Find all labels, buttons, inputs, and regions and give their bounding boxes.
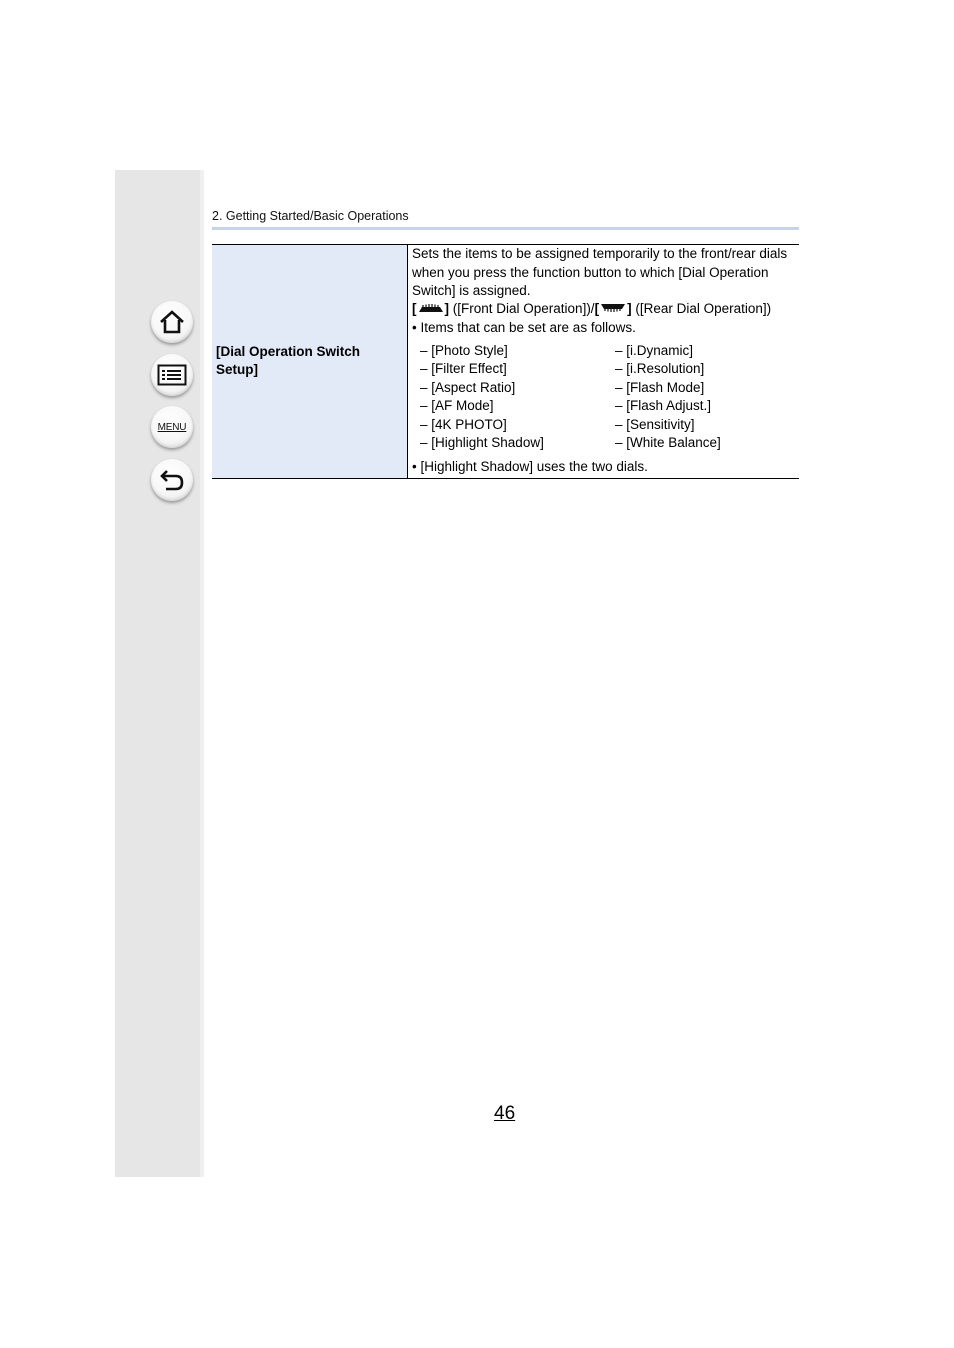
items-list-right (615, 342, 721, 452)
list-item: – [Aspect Ratio] (420, 379, 516, 395)
setting-description: Sets the items to be assigned temporarily to the front/rear dials when you press the function button to which [Dial Operation Switch] is assigned. (412, 246, 788, 298)
front-dial-text: ([Front Dial Operation])/ (452, 301, 595, 316)
setting-name: [Dial Operation Switch Setup] (216, 344, 361, 377)
highlight-shadow-note: • [Highlight Shadow] uses the two dials. (412, 459, 648, 474)
settings-table (212, 244, 799, 479)
close-bracket: ] (444, 301, 449, 316)
open-bracket-rear: [ (594, 301, 600, 316)
list-item: – [Photo Style] (420, 343, 508, 358)
list-item: – [Flash Mode] (615, 379, 705, 395)
open-bracket: [ (412, 301, 417, 316)
list-item: – [i.Resolution] (615, 361, 705, 377)
menu-button[interactable] (151, 406, 193, 448)
header-divider (212, 227, 799, 230)
list-item: – [White Balance] (615, 434, 721, 450)
back-icon (158, 467, 186, 493)
rear-dial-text: ([Rear Dial Operation]) (635, 301, 772, 316)
items-list-left (420, 342, 544, 452)
home-button[interactable] (151, 301, 193, 343)
list-item: – [Filter Effect] (420, 361, 507, 377)
list-item: – [Sensitivity] (615, 416, 695, 432)
list-item: – [AF Mode] (420, 398, 494, 414)
contents-list-icon (157, 364, 187, 386)
list-item: – [4K PHOTO] (420, 416, 507, 432)
page-number: 46 (494, 1103, 516, 1124)
back-button[interactable] (151, 459, 193, 501)
list-item: – [Flash Adjust.] (615, 398, 712, 414)
front-dial-icon (418, 300, 444, 319)
sidebar-edge (200, 170, 204, 1177)
list-item: – [i.Dynamic] (615, 343, 694, 358)
home-icon (158, 308, 186, 336)
rear-dial-icon (600, 300, 626, 319)
dial-operation-line (412, 300, 771, 319)
contents-button[interactable] (151, 354, 193, 396)
settable-items-note: • Items that can be set are as follows. (412, 320, 636, 335)
breadcrumb: 2. Getting Started/Basic Operations (212, 209, 409, 223)
close-bracket-rear: ] (627, 301, 632, 316)
setting-description-cell (412, 245, 798, 478)
menu-icon: MENU (157, 421, 187, 433)
list-item: – [Highlight Shadow] (420, 434, 544, 450)
setting-name-cell (212, 245, 408, 478)
